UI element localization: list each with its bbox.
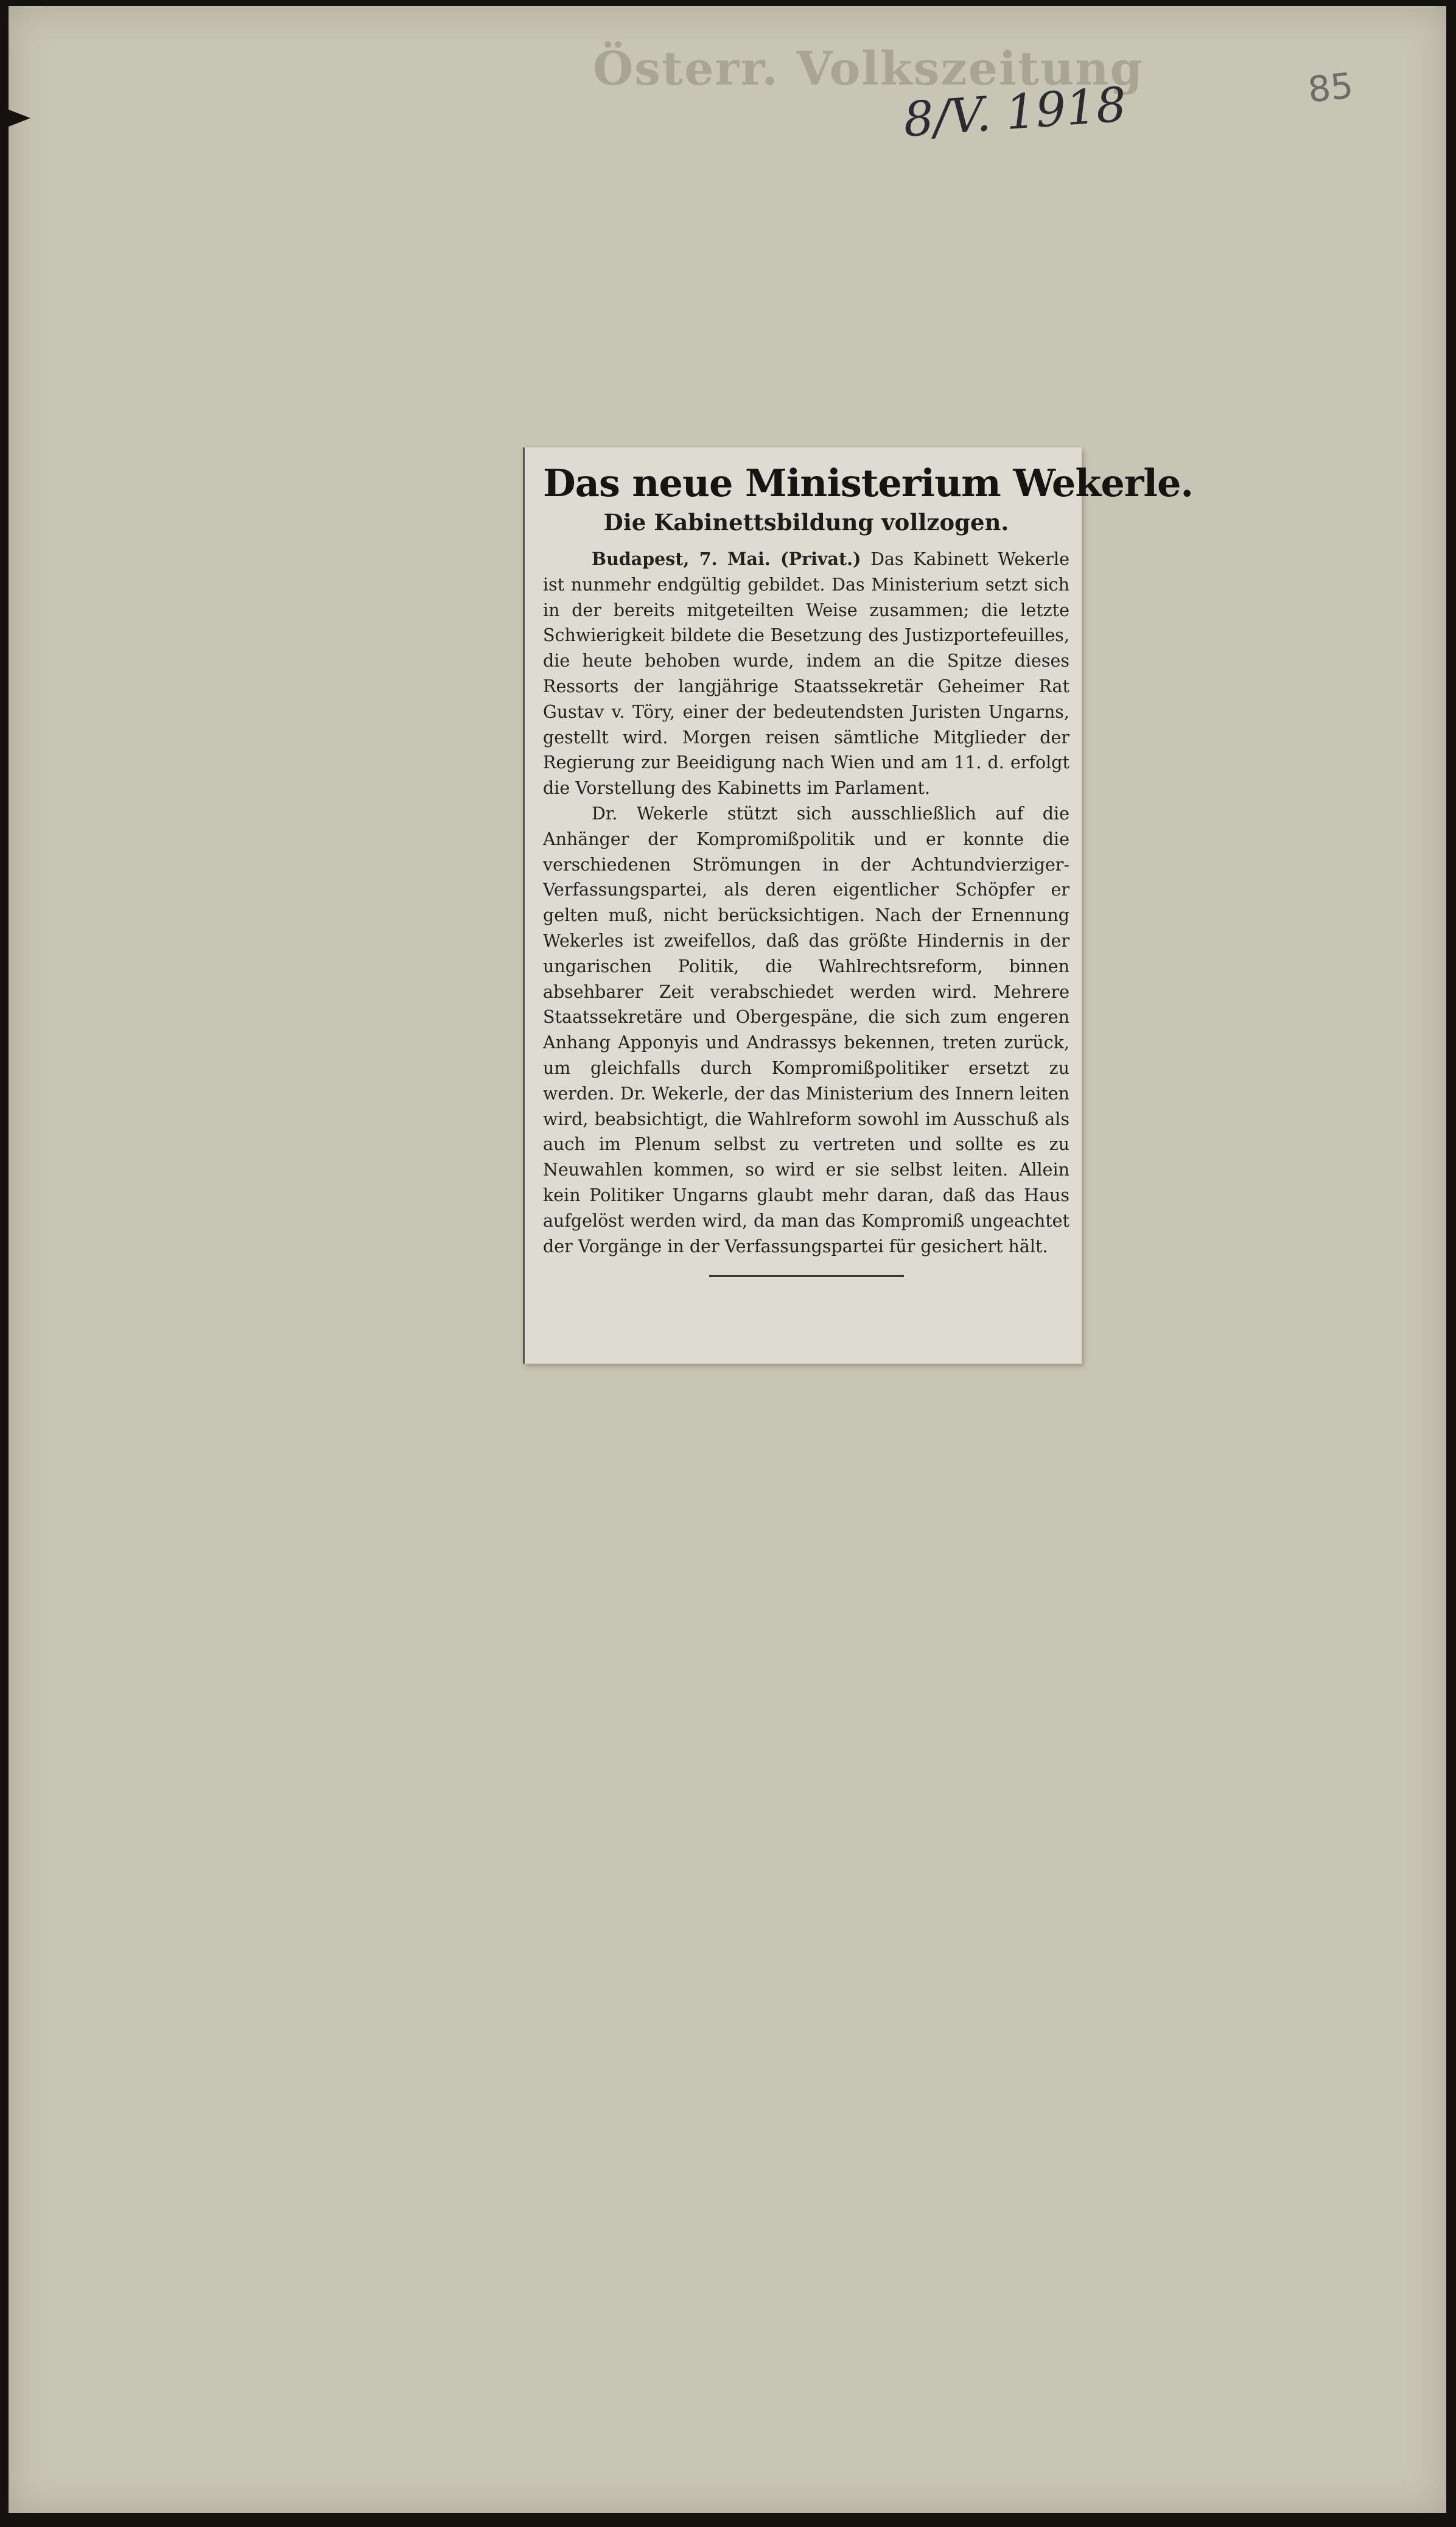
newspaper-clipping (523, 447, 1194, 1364)
article-headline: Das neue Ministerium Wekerle. (543, 461, 1194, 505)
article-subheadline: Die Kabinettsbildung vollzogen. (603, 509, 1009, 536)
handwritten-date: 8/V. 1918 (901, 77, 1129, 148)
article-paragraph-1 (543, 547, 1069, 801)
page-number: 85 (1306, 65, 1356, 111)
newspaper-source-stamp: Österr. Volkszeitung (593, 41, 1144, 96)
archive-sheet (9, 6, 1446, 2513)
edge-notch (9, 110, 30, 127)
article-paragraph-2: Dr. Wekerle stützt sich ausschließlich auf die Anhänger der Kompromißpolitik und er konnte die verschiedenen Strömungen in der Achtundvierziger-Verfassungspartei, als deren eigentlicher Schöpfer er gelten muß, nicht berücksichtigen. Nach der Ernennung Wekerles ist zweifellos, daß das größte Hindernis in der ungarischen Politik, die Wahlrechtsreform, binnen absehbarer Zeit verabschiedet werden wird. Mehrere Staatssekretäre und Obergespäne, die sich zum engeren Anhang Apponyis und Andrassys bekennen, treten zurück, um gleichfalls durch Kompromißpolitiker ersetzt zu werden. Dr. Wekerle, der das Ministerium des Innern leiten wird, beabsichtigt, die Wahlreform sowohl im Ausschuß als auch im Plenum selbst zu vertreten und sollte es zu Neuwahlen kommen, so wird er sie selbst leiten. Allein kein Politiker Ungarns glaubt mehr daran, daß das Haus aufgelöst werden wird, da man das Kompromiß ungeachtet der Vorgänge in der Verfassungspartei für gesichert hält. (543, 804, 1069, 1256)
article-paragraph-1-text: Das Kabinett Wekerle ist nunmehr endgültig gebildet. Das Ministerium setzt sich in der bereits mitgeteilten Weise zusammen; die letzte Schwierigkeit bildete die Besetzung des Justizportefeuilles, die heute behoben wurde, indem an die Spitze dieses Ressorts der langjährige Staatssekretär Geheimer Rat Gustav v. Töry, einer der bedeutendsten Juristen Ungarns, gestellt wird. Morgen reisen sämtliche Mitglieder der Regierung zur Beeidigung nach Wien und am 11. d. erfolgt die Vorstellung des Kabinetts im Parlament. (543, 549, 1069, 799)
article-dateline: Budapest, 7. Mai. (Privat.) (592, 549, 861, 570)
article-end-rule (709, 1275, 904, 1277)
